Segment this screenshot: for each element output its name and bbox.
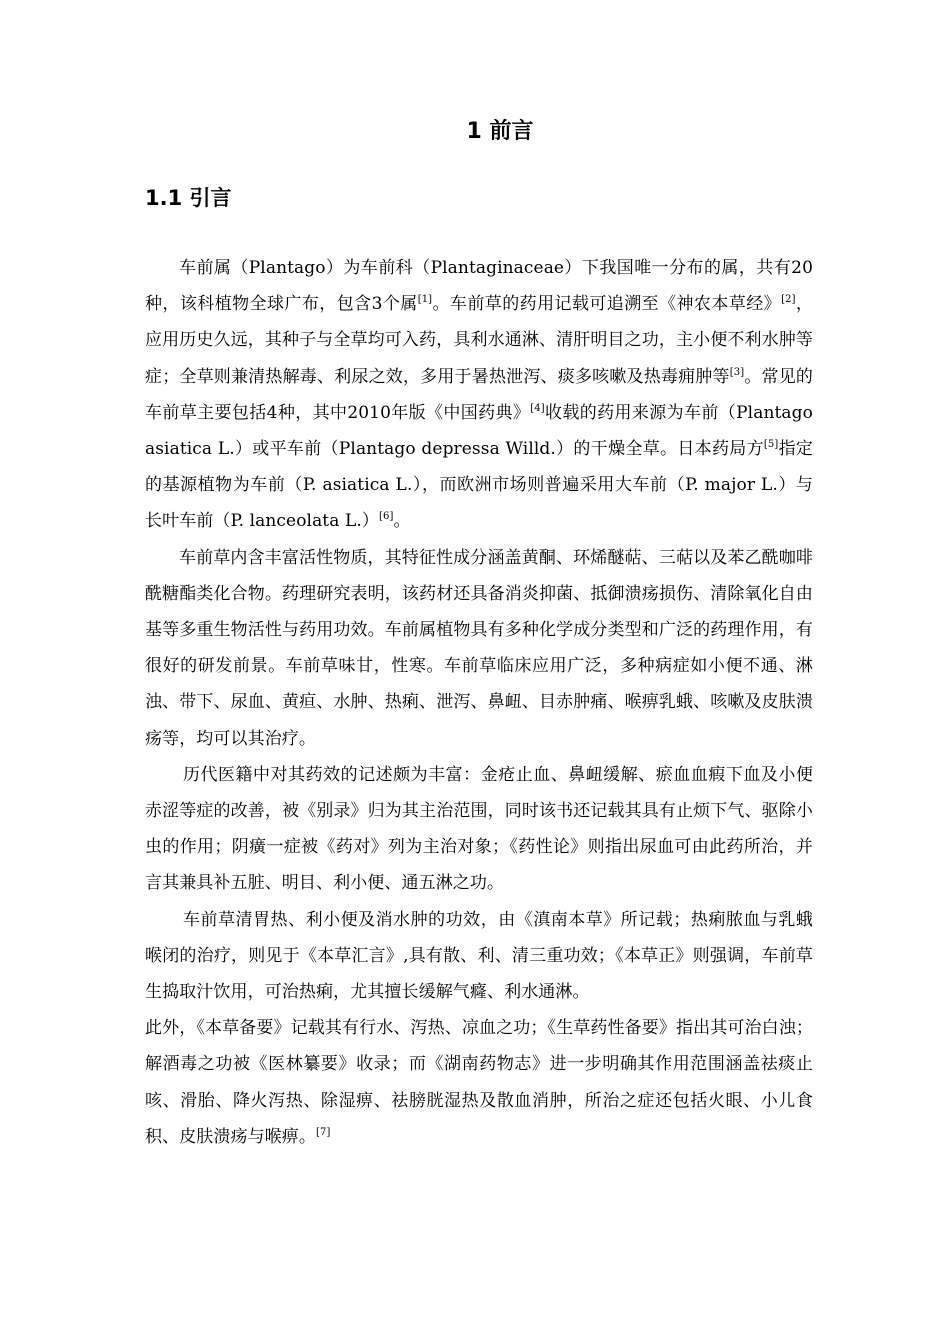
text-run: 此外，《本草备要》记载其有行水、泻热、凉血之功；《生草药性备要》指出其可治白浊；解酒毒之功被《医林纂要》收录；而《湖南药物志》进一步明确其作用范围涵盖祛痰止咳、滑胎、降火泻热、除湿痹、祛膀胱湿热及散血消肿，所治之症还包括火眼、小儿食积、皮肤溃疡与喉痹。 [145, 1018, 813, 1147]
text-run: 车前草清胃热、利小便及消水肿的功效，由《滇南本草》所记载；热痢脓血与乳蛾喉闭的治疗，则见于《本草汇言》,具有散、利、清三重功效；《本草正》则强调，车前草生捣取汁饮用，可治热痢，尤其擅长缓解气癃、利水通淋。 [145, 909, 813, 1003]
text-run: ，应用历史久远，其种子与全草均可入药，具利水通淋、清肝明目之功，主小便不利水肿等症；全草则兼清热解毒、利尿之效，多用于暑热泄泻、痰多咳嗽及热毒痈肿等 [145, 294, 814, 387]
citation-ref: [1] [417, 294, 433, 306]
text-run: 收载的药用来源为车前（Plantago asiatica L.）或平车前（Plantago depressa Willd.）的干燥全草。日本药局方 [145, 402, 813, 460]
citation-ref: [5] [763, 439, 779, 451]
text-run: 车前草内含丰富活性物质，其特征性成分涵盖黄酮、环烯醚萜、三萜以及苯乙酰咖啡酰糖酯类化合物。药理研究表明，该药材还具备消炎抑菌、抵御溃疡损伤、清除氧化自由基等多重生物活性与药用功效。车前属植物具有多种化学成分类型和广泛的药理作用，有很好的研发前景。车前草味甘，性寒。车前草临床应用广泛，多种病症如小便不通、淋浊、带下、尿血、黄疸、水肿、热痢、泄泻、鼻衄、目赤肿痛、喉痹乳蛾、咳嗽及皮肤溃疡等，均可以其治疗。 [145, 547, 813, 749]
citation-ref: [6] [378, 511, 394, 523]
citation-ref: [3] [729, 366, 745, 378]
body-text [145, 250, 813, 1155]
paragraph-3 [145, 757, 813, 902]
chapter-title: 1 前言 [466, 119, 534, 144]
citation-ref: [2] [781, 294, 796, 306]
text-run: 。车前草的药用记载可追溯至《神农本草经》 [432, 294, 782, 315]
text-run: 。常见的车前草主要包括4种，其中2010年版《中国药典》 [145, 366, 813, 423]
paragraph-4 [145, 902, 813, 1011]
paragraph-2 [145, 540, 813, 757]
paragraph-1 [145, 250, 813, 540]
text-run: 车前属（Plantago）为车前科（Plantaginaceae）下我国唯一分布的属，共有20种，该科植物全球广布，包含3个属 [145, 258, 813, 315]
text-run: 历代医籍中对其药效的记述颇为丰富：金疮止血、鼻衄缓解、瘀血血瘕下血及小便赤涩等症的改善，被《别录》归为其主治范围，同时该书还记载其具有止烦下气、驱除小虫的作用；阴癀一症被《药对》列为主治对象；《药性论》则指出尿血可由此药所治，并言其兼具补五脏、明目、利小便、通五淋之功。 [145, 764, 813, 894]
citation-ref: [4] [530, 402, 545, 414]
text-run: 指定的基源植物为车前（P. asiatica L.），而欧洲市场则普遍采用大车前（P. major L.）与长叶车前（P. lanceolata L.） [145, 439, 813, 532]
paragraph-5 [145, 1010, 813, 1155]
section-title: 1.1 引言 [145, 186, 232, 210]
text-run: 。 [393, 511, 411, 532]
citation-ref: [7] [316, 1126, 331, 1138]
